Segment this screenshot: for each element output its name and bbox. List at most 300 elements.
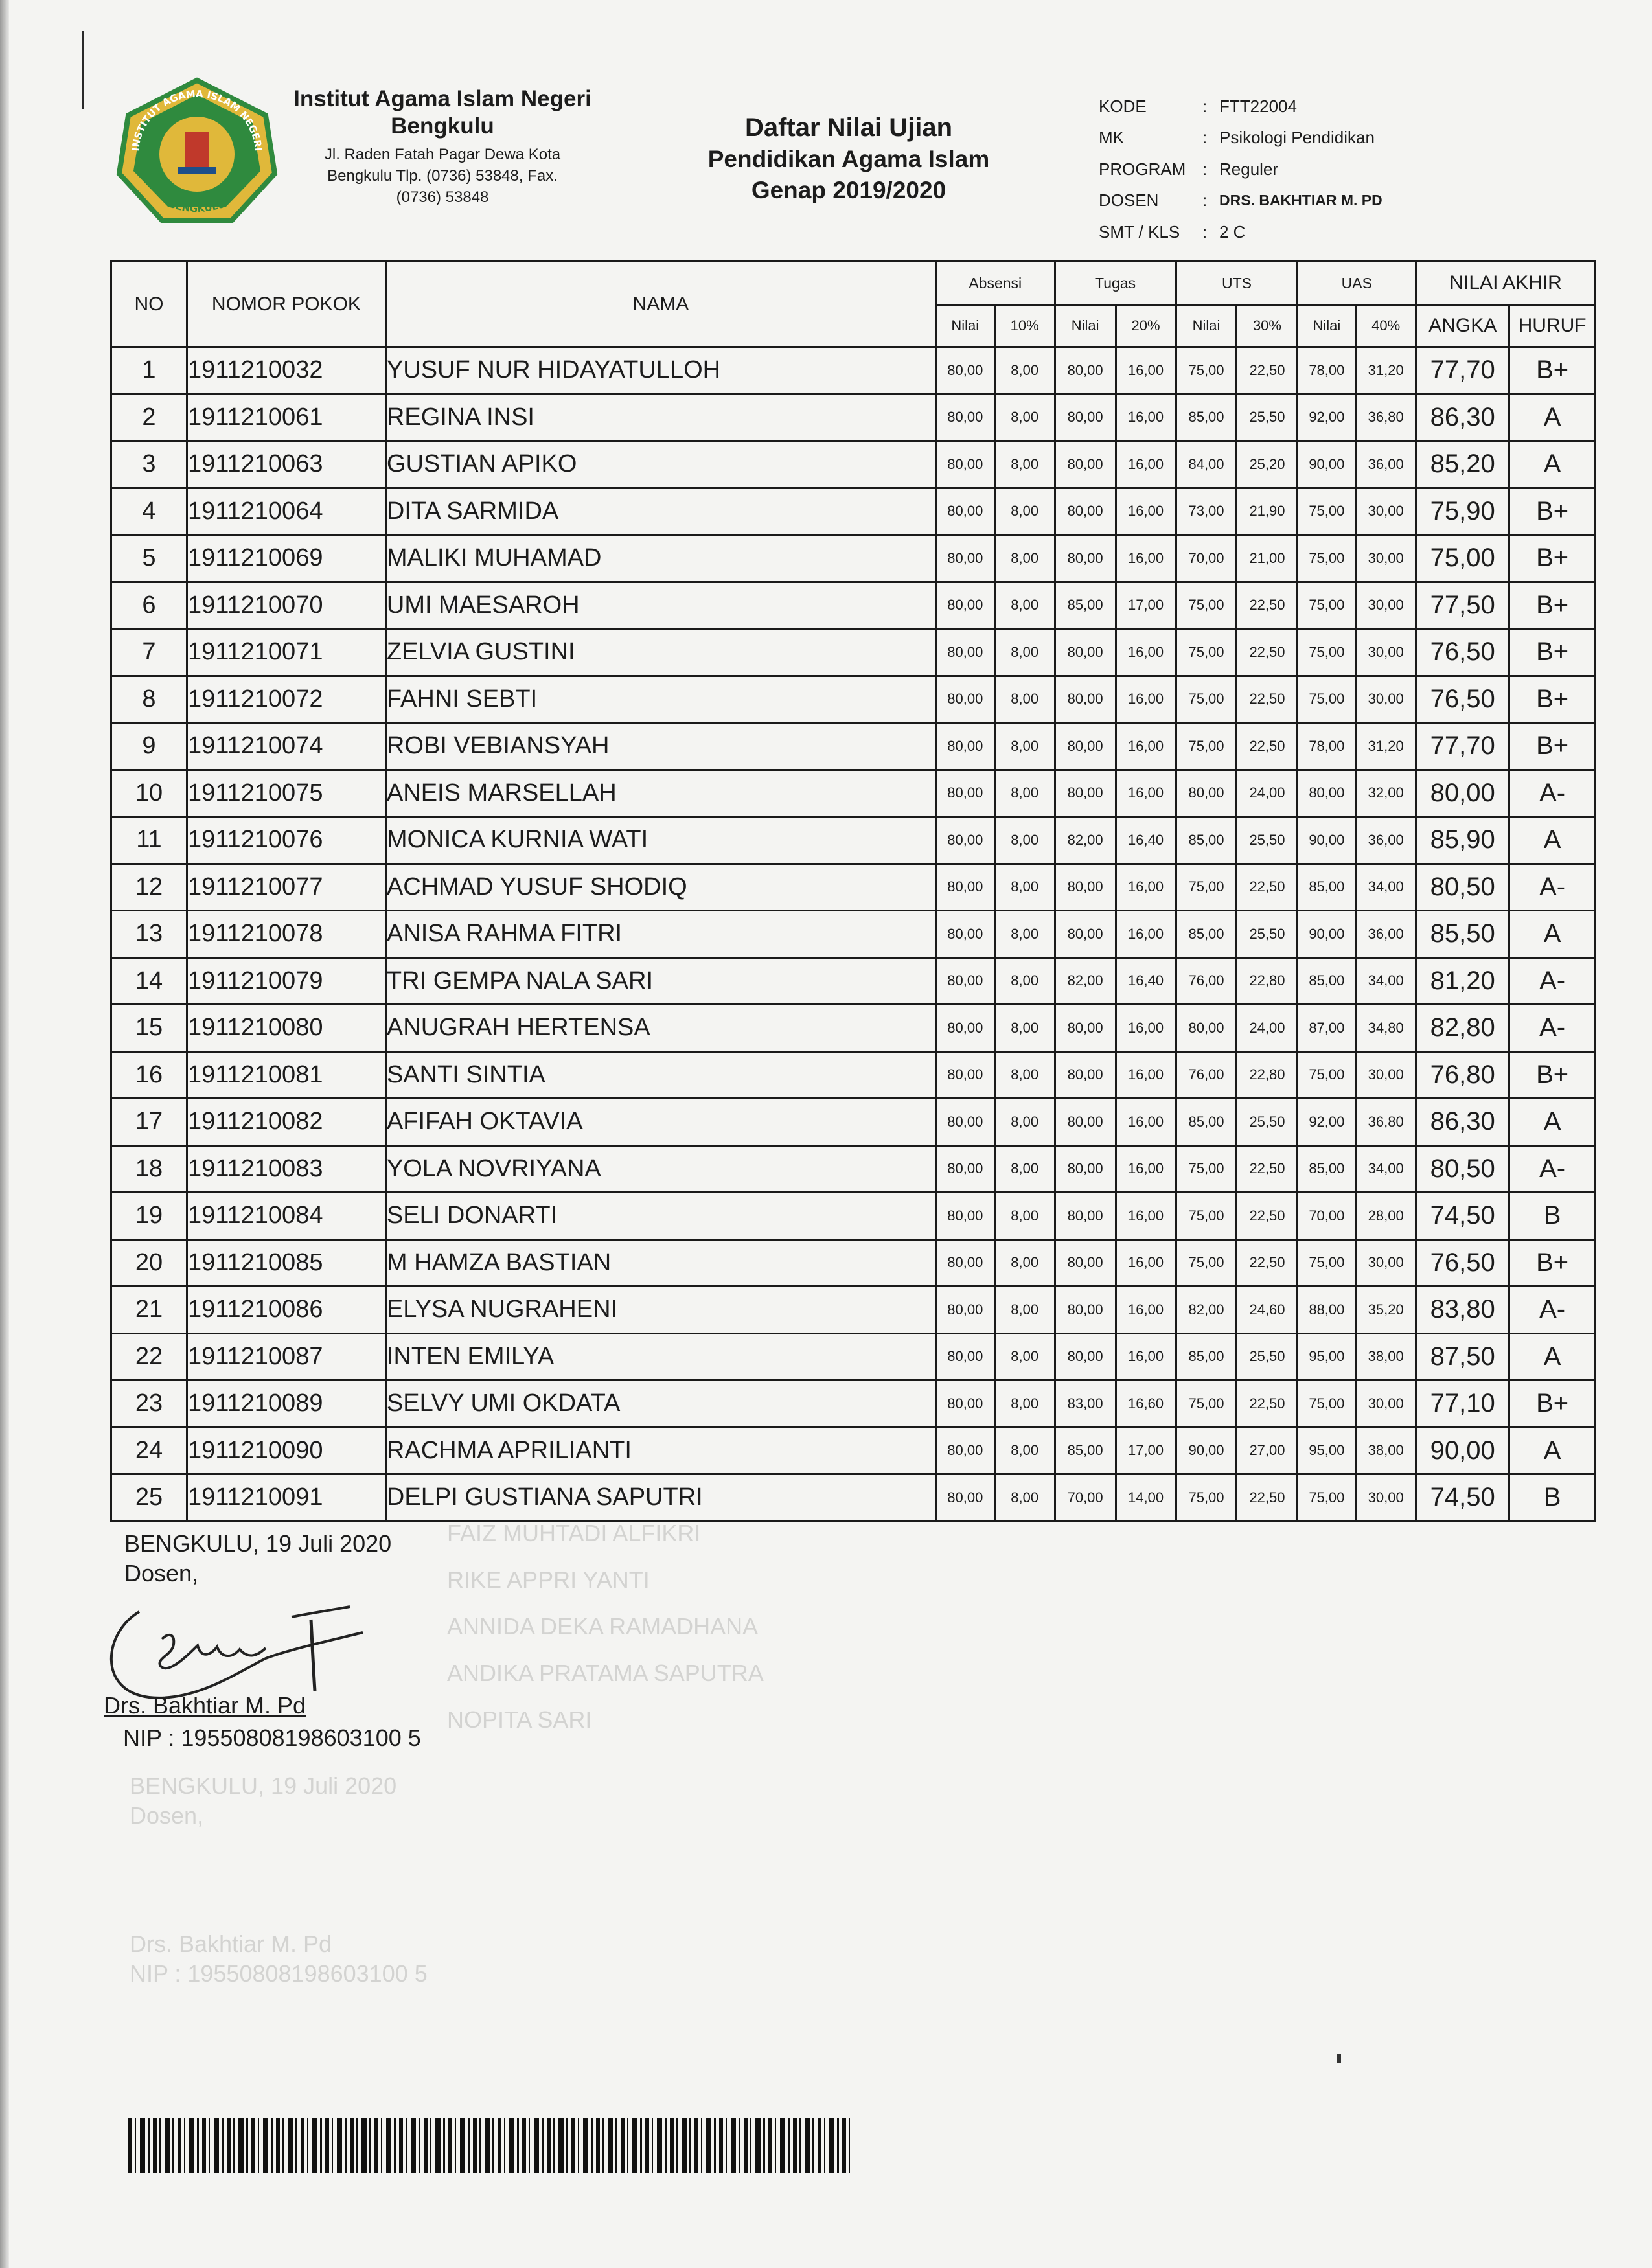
cell-uts-nilai: 75,00	[1176, 864, 1237, 911]
header-angka: ANGKA	[1416, 305, 1509, 347]
cell-nama: ANISA RAHMA FITRI	[385, 911, 935, 958]
ghost-name-5: NOPITA SARI	[447, 1706, 592, 1733]
cell-absensi-10pct: 8,00	[994, 770, 1055, 817]
cell-uts-30pct: 22,50	[1237, 864, 1298, 911]
cell-absensi-nilai: 80,00	[935, 1193, 994, 1240]
cell-absensi-10pct: 8,00	[994, 582, 1055, 629]
cell-no: 14	[111, 957, 187, 1005]
cell-angka: 77,50	[1416, 582, 1509, 629]
cell-angka: 74,50	[1416, 1474, 1509, 1522]
cell-tugas-20pct: 16,00	[1116, 1239, 1176, 1287]
cell-nama: SELI DONARTI	[385, 1193, 935, 1240]
cell-tugas-nilai: 80,00	[1055, 1005, 1116, 1052]
header-absensi-pct: 10%	[994, 305, 1055, 347]
cell-absensi-nilai: 80,00	[935, 347, 994, 395]
cell-uts-30pct: 22,50	[1237, 347, 1298, 395]
cell-huruf: A	[1509, 1099, 1596, 1146]
cell-no: 23	[111, 1380, 187, 1428]
cell-huruf: A-	[1509, 1145, 1596, 1193]
table-row	[111, 1239, 1596, 1287]
ghost-name-4: ANDIKA PRATAMA SAPUTRA	[447, 1660, 764, 1686]
cell-tugas-nilai: 80,00	[1055, 1099, 1116, 1146]
cell-absensi-10pct: 8,00	[994, 957, 1055, 1005]
table-row	[111, 1051, 1596, 1099]
cell-angka: 81,20	[1416, 957, 1509, 1005]
table-row	[111, 582, 1596, 629]
header-tugas: Tugas	[1055, 262, 1176, 305]
cell-angka: 76,50	[1416, 1239, 1509, 1287]
cell-angka: 80,00	[1416, 770, 1509, 817]
cell-absensi-10pct: 8,00	[994, 1193, 1055, 1240]
cell-uas-nilai: 90,00	[1298, 817, 1356, 864]
cell-angka: 86,30	[1416, 1099, 1509, 1146]
cell-nomor-pokok: 1911210082	[187, 1099, 385, 1146]
cell-uts-30pct: 22,50	[1237, 676, 1298, 723]
barcode	[128, 2118, 854, 2173]
cell-tugas-nilai: 80,00	[1055, 394, 1116, 441]
cell-uas-40pct: 30,00	[1356, 488, 1416, 535]
cell-tugas-20pct: 16,00	[1116, 1287, 1176, 1334]
cell-no: 6	[111, 582, 187, 629]
cell-absensi-10pct: 8,00	[994, 1474, 1055, 1522]
cell-uas-40pct: 30,00	[1356, 676, 1416, 723]
cell-tugas-nilai: 80,00	[1055, 770, 1116, 817]
cell-tugas-20pct: 16,00	[1116, 347, 1176, 395]
cell-uts-nilai: 73,00	[1176, 488, 1237, 535]
cell-uts-nilai: 75,00	[1176, 582, 1237, 629]
cell-tugas-20pct: 16,00	[1116, 1099, 1176, 1146]
cell-huruf: A	[1509, 911, 1596, 958]
cell-tugas-20pct: 14,00	[1116, 1474, 1176, 1522]
cell-uas-nilai: 92,00	[1298, 1099, 1356, 1146]
cell-angka: 87,50	[1416, 1333, 1509, 1380]
info-row-kode: KODE : FTT22004	[1099, 96, 1297, 116]
cell-uts-nilai: 75,00	[1176, 1380, 1237, 1428]
cell-huruf: B+	[1509, 676, 1596, 723]
cell-nama: DELPI GUSTIANA SAPUTRI	[385, 1474, 935, 1522]
cell-uts-nilai: 85,00	[1176, 817, 1237, 864]
cell-nama: SANTI SINTIA	[385, 1051, 935, 1099]
cell-absensi-nilai: 80,00	[935, 582, 994, 629]
cell-tugas-20pct: 16,00	[1116, 441, 1176, 488]
cell-tugas-nilai: 80,00	[1055, 1287, 1116, 1334]
table-row	[111, 1380, 1596, 1428]
cell-uas-nilai: 85,00	[1298, 864, 1356, 911]
cell-no: 5	[111, 535, 187, 582]
cell-huruf: A-	[1509, 864, 1596, 911]
cell-uts-30pct: 21,00	[1237, 535, 1298, 582]
cell-tugas-nilai: 80,00	[1055, 1145, 1116, 1193]
cell-uas-nilai: 90,00	[1298, 441, 1356, 488]
cell-nama: YUSUF NUR HIDAYATULLOH	[385, 347, 935, 395]
grades-table	[110, 260, 1596, 1522]
cell-angka: 83,80	[1416, 1287, 1509, 1334]
cell-nama: ZELVIA GUSTINI	[385, 629, 935, 676]
cell-huruf: A	[1509, 817, 1596, 864]
cell-uts-30pct: 21,90	[1237, 488, 1298, 535]
cell-uas-40pct: 31,20	[1356, 347, 1416, 395]
table-row	[111, 394, 1596, 441]
cell-angka: 74,50	[1416, 1193, 1509, 1240]
cell-angka: 80,50	[1416, 1145, 1509, 1193]
cell-tugas-nilai: 80,00	[1055, 864, 1116, 911]
lecturer-role: Dosen,	[124, 1560, 199, 1586]
cell-absensi-nilai: 80,00	[935, 488, 994, 535]
signature-block	[124, 1529, 391, 1588]
cell-nomor-pokok: 1911210061	[187, 394, 385, 441]
cell-uas-nilai: 90,00	[1298, 911, 1356, 958]
cell-nomor-pokok: 1911210087	[187, 1333, 385, 1380]
cell-nama: DITA SARMIDA	[385, 488, 935, 535]
cell-uts-nilai: 82,00	[1176, 1287, 1237, 1334]
info-row-smt-kls: SMT / KLS : 2 C	[1099, 222, 1246, 242]
cell-uts-30pct: 25,50	[1237, 911, 1298, 958]
table-row	[111, 957, 1596, 1005]
cell-uas-nilai: 75,00	[1298, 629, 1356, 676]
cell-uts-nilai: 75,00	[1176, 1474, 1237, 1522]
cell-tugas-20pct: 16,00	[1116, 723, 1176, 770]
cell-absensi-nilai: 80,00	[935, 535, 994, 582]
cell-angka: 85,20	[1416, 441, 1509, 488]
cell-nomor-pokok: 1911210079	[187, 957, 385, 1005]
cell-absensi-10pct: 8,00	[994, 911, 1055, 958]
cell-absensi-nilai: 80,00	[935, 1380, 994, 1428]
margin-mark	[82, 31, 84, 109]
cell-nomor-pokok: 1911210078	[187, 911, 385, 958]
cell-uas-40pct: 36,80	[1356, 1099, 1416, 1146]
table-row	[111, 770, 1596, 817]
cell-absensi-10pct: 8,00	[994, 1333, 1055, 1380]
cell-absensi-10pct: 8,00	[994, 1051, 1055, 1099]
cell-no: 4	[111, 488, 187, 535]
cell-uts-nilai: 75,00	[1176, 1239, 1237, 1287]
cell-absensi-nilai: 80,00	[935, 1287, 994, 1334]
cell-uas-nilai: 75,00	[1298, 676, 1356, 723]
cell-absensi-10pct: 8,00	[994, 629, 1055, 676]
cell-absensi-nilai: 80,00	[935, 1427, 994, 1474]
cell-uas-nilai: 85,00	[1298, 1145, 1356, 1193]
cell-absensi-10pct: 8,00	[994, 441, 1055, 488]
table-row	[111, 1427, 1596, 1474]
institution-header	[284, 86, 601, 208]
cell-absensi-nilai: 80,00	[935, 1239, 994, 1287]
cell-tugas-20pct: 16,00	[1116, 676, 1176, 723]
table-row	[111, 1193, 1596, 1240]
info-row-mk: MK : Psikologi Pendidikan	[1099, 128, 1375, 148]
cell-uts-30pct: 22,50	[1237, 1380, 1298, 1428]
cell-tugas-20pct: 16,00	[1116, 864, 1176, 911]
cell-nama: ACHMAD YUSUF SHODIQ	[385, 864, 935, 911]
cell-no: 9	[111, 723, 187, 770]
cell-nama: REGINA INSI	[385, 394, 935, 441]
cell-angka: 77,10	[1416, 1380, 1509, 1428]
institution-city: Bengkulu	[391, 113, 494, 139]
document-title	[667, 111, 1030, 206]
cell-uas-40pct: 34,00	[1356, 864, 1416, 911]
cell-nama: FAHNI SEBTI	[385, 676, 935, 723]
cell-nama: ROBI VEBIANSYAH	[385, 723, 935, 770]
cell-angka: 76,50	[1416, 676, 1509, 723]
cell-absensi-10pct: 8,00	[994, 1427, 1055, 1474]
cell-absensi-10pct: 8,00	[994, 1239, 1055, 1287]
cell-nama: GUSTIAN APIKO	[385, 441, 935, 488]
header-huruf: HURUF	[1509, 305, 1596, 347]
cell-uas-nilai: 88,00	[1298, 1287, 1356, 1334]
header-nomor-pokok: NOMOR POKOK	[187, 262, 385, 347]
cell-uas-nilai: 75,00	[1298, 488, 1356, 535]
cell-no: 17	[111, 1099, 187, 1146]
ghost-nip: NIP : 19550808198603100 5	[130, 1960, 428, 1987]
cell-absensi-10pct: 8,00	[994, 1005, 1055, 1052]
cell-uts-nilai: 75,00	[1176, 676, 1237, 723]
scan-edge	[0, 0, 9, 2268]
cell-no: 13	[111, 911, 187, 958]
cell-huruf: A	[1509, 441, 1596, 488]
cell-uts-30pct: 22,50	[1237, 629, 1298, 676]
table-row	[111, 864, 1596, 911]
cell-uas-nilai: 75,00	[1298, 1380, 1356, 1428]
address-line-3: (0736) 53848	[396, 189, 489, 206]
cell-uas-40pct: 38,00	[1356, 1333, 1416, 1380]
cell-tugas-nilai: 80,00	[1055, 676, 1116, 723]
cell-uts-30pct: 27,00	[1237, 1427, 1298, 1474]
cell-nomor-pokok: 1911210069	[187, 535, 385, 582]
cell-angka: 86,30	[1416, 394, 1509, 441]
cell-uas-40pct: 30,00	[1356, 629, 1416, 676]
cell-nama: SELVY UMI OKDATA	[385, 1380, 935, 1428]
cell-huruf: B+	[1509, 629, 1596, 676]
cell-uts-nilai: 85,00	[1176, 394, 1237, 441]
cell-angka: 75,00	[1416, 535, 1509, 582]
cell-no: 22	[111, 1333, 187, 1380]
cell-huruf: A	[1509, 1427, 1596, 1474]
cell-no: 1	[111, 347, 187, 395]
cell-uas-nilai: 80,00	[1298, 770, 1356, 817]
cell-absensi-10pct: 8,00	[994, 864, 1055, 911]
cell-uts-nilai: 75,00	[1176, 1145, 1237, 1193]
cell-huruf: B+	[1509, 1239, 1596, 1287]
cell-tugas-nilai: 82,00	[1055, 957, 1116, 1005]
cell-uts-30pct: 25,50	[1237, 394, 1298, 441]
cell-huruf: B+	[1509, 1051, 1596, 1099]
cell-huruf: B+	[1509, 723, 1596, 770]
cell-uas-nilai: 78,00	[1298, 347, 1356, 395]
cell-angka: 90,00	[1416, 1427, 1509, 1474]
cell-no: 2	[111, 394, 187, 441]
logo-text-top: INSTITUT AGAMA ISLAM NEGERI	[130, 87, 264, 152]
cell-nama: ANEIS MARSELLAH	[385, 770, 935, 817]
header-uts-pct: 30%	[1237, 305, 1298, 347]
cell-angka: 76,80	[1416, 1051, 1509, 1099]
cell-uts-30pct: 22,50	[1237, 1474, 1298, 1522]
cell-huruf: B+	[1509, 1380, 1596, 1428]
cell-nama: MONICA KURNIA WATI	[385, 817, 935, 864]
cell-huruf: B	[1509, 1193, 1596, 1240]
cell-absensi-nilai: 80,00	[935, 1145, 994, 1193]
cell-nama: INTEN EMILYA	[385, 1333, 935, 1380]
header-tugas-pct: 20%	[1116, 305, 1176, 347]
cell-absensi-nilai: 80,00	[935, 1099, 994, 1146]
cell-uas-nilai: 75,00	[1298, 1474, 1356, 1522]
cell-uas-40pct: 36,80	[1356, 394, 1416, 441]
cell-uas-nilai: 95,00	[1298, 1427, 1356, 1474]
cell-no: 12	[111, 864, 187, 911]
cell-uas-40pct: 34,00	[1356, 957, 1416, 1005]
cell-nama: ELYSA NUGRAHENI	[385, 1287, 935, 1334]
cell-nama: MALIKI MUHAMAD	[385, 535, 935, 582]
cell-tugas-20pct: 16,00	[1116, 1145, 1176, 1193]
cell-uas-40pct: 30,00	[1356, 1380, 1416, 1428]
cell-huruf: B+	[1509, 535, 1596, 582]
cell-huruf: A-	[1509, 1287, 1596, 1334]
cell-absensi-nilai: 80,00	[935, 1333, 994, 1380]
cell-nomor-pokok: 1911210091	[187, 1474, 385, 1522]
institution-logo	[115, 76, 279, 227]
institution-name: Institut Agama Islam Negeri	[293, 86, 591, 111]
cell-no: 8	[111, 676, 187, 723]
cell-uas-nilai: 87,00	[1298, 1005, 1356, 1052]
cell-nama: ANUGRAH HERTENSA	[385, 1005, 935, 1052]
cell-tugas-nilai: 85,00	[1055, 1427, 1116, 1474]
lecturer-name: Drs. Bakhtiar M. Pd	[104, 1692, 306, 1719]
header-uts-nilai: Nilai	[1176, 305, 1237, 347]
ghost-role: Dosen,	[130, 1802, 204, 1829]
cell-no: 24	[111, 1427, 187, 1474]
cell-tugas-20pct: 17,00	[1116, 582, 1176, 629]
cell-uts-nilai: 85,00	[1176, 911, 1237, 958]
header-nilai-akhir: NILAI AKHIR	[1416, 262, 1596, 305]
cell-tugas-nilai: 80,00	[1055, 347, 1116, 395]
cell-uts-nilai: 75,00	[1176, 347, 1237, 395]
cell-uts-nilai: 84,00	[1176, 441, 1237, 488]
cell-nomor-pokok: 1911210081	[187, 1051, 385, 1099]
cell-absensi-nilai: 80,00	[935, 1005, 994, 1052]
cell-absensi-nilai: 80,00	[935, 441, 994, 488]
cell-huruf: A-	[1509, 957, 1596, 1005]
cell-uas-40pct: 30,00	[1356, 1051, 1416, 1099]
cell-uas-nilai: 75,00	[1298, 1239, 1356, 1287]
cell-angka: 85,50	[1416, 911, 1509, 958]
ghost-name-3: ANNIDA DEKA RAMADHANA	[447, 1613, 759, 1640]
cell-uts-30pct: 22,80	[1237, 957, 1298, 1005]
cell-uts-nilai: 80,00	[1176, 770, 1237, 817]
cell-absensi-10pct: 8,00	[994, 817, 1055, 864]
cell-nomor-pokok: 1911210080	[187, 1005, 385, 1052]
cell-nomor-pokok: 1911210086	[187, 1287, 385, 1334]
header-absensi-nilai: Nilai	[935, 305, 994, 347]
cell-nomor-pokok: 1911210064	[187, 488, 385, 535]
cell-uts-nilai: 90,00	[1176, 1427, 1237, 1474]
cell-absensi-nilai: 80,00	[935, 817, 994, 864]
cell-absensi-nilai: 80,00	[935, 864, 994, 911]
cell-no: 7	[111, 629, 187, 676]
cell-nomor-pokok: 1911210085	[187, 1239, 385, 1287]
cell-no: 11	[111, 817, 187, 864]
cell-nomor-pokok: 1911210077	[187, 864, 385, 911]
table-row	[111, 1287, 1596, 1334]
cell-uts-30pct: 25,20	[1237, 441, 1298, 488]
cell-no: 3	[111, 441, 187, 488]
cell-uts-30pct: 25,50	[1237, 817, 1298, 864]
cell-uts-30pct: 22,50	[1237, 1239, 1298, 1287]
address-line-2: Bengkulu Tlp. (0736) 53848, Fax.	[327, 167, 558, 185]
table-row	[111, 441, 1596, 488]
cell-uas-nilai: 70,00	[1298, 1193, 1356, 1240]
cell-uas-nilai: 78,00	[1298, 723, 1356, 770]
cell-uts-nilai: 76,00	[1176, 957, 1237, 1005]
cell-no: 15	[111, 1005, 187, 1052]
speck	[1337, 2054, 1341, 2063]
cell-angka: 82,80	[1416, 1005, 1509, 1052]
cell-absensi-nilai: 80,00	[935, 911, 994, 958]
cell-uas-nilai: 95,00	[1298, 1333, 1356, 1380]
cell-huruf: A	[1509, 394, 1596, 441]
info-row-dosen: DOSEN : DRS. BAKHTIAR M. PD	[1099, 190, 1382, 211]
cell-uts-30pct: 22,50	[1237, 1193, 1298, 1240]
cell-tugas-20pct: 16,00	[1116, 770, 1176, 817]
cell-tugas-nilai: 80,00	[1055, 441, 1116, 488]
cell-uts-30pct: 25,50	[1237, 1099, 1298, 1146]
cell-tugas-20pct: 17,00	[1116, 1427, 1176, 1474]
cell-absensi-10pct: 8,00	[994, 1099, 1055, 1146]
cell-tugas-nilai: 80,00	[1055, 1193, 1116, 1240]
cell-no: 16	[111, 1051, 187, 1099]
cell-absensi-nilai: 80,00	[935, 676, 994, 723]
cell-uts-nilai: 75,00	[1176, 629, 1237, 676]
lecturer-nip: NIP : 19550808198603100 5	[123, 1724, 421, 1751]
cell-nomor-pokok: 1911210071	[187, 629, 385, 676]
cell-nama: TRI GEMPA NALA SARI	[385, 957, 935, 1005]
cell-uts-30pct: 22,50	[1237, 723, 1298, 770]
address-line-1: Jl. Raden Fatah Pagar Dewa Kota	[324, 146, 561, 163]
ghost-name-1: FAIZ MUHTADI ALFIKRI	[447, 1520, 701, 1546]
cell-tugas-nilai: 82,00	[1055, 817, 1116, 864]
cell-uts-30pct: 24,60	[1237, 1287, 1298, 1334]
cell-angka: 77,70	[1416, 347, 1509, 395]
table-row	[111, 723, 1596, 770]
cell-uas-40pct: 30,00	[1356, 582, 1416, 629]
table-row	[111, 347, 1596, 395]
cell-huruf: B+	[1509, 488, 1596, 535]
ghost-name-2: RIKE APPRI YANTI	[447, 1566, 650, 1593]
cell-tugas-nilai: 83,00	[1055, 1380, 1116, 1428]
header-uas-nilai: Nilai	[1298, 305, 1356, 347]
header-uts: UTS	[1176, 262, 1298, 305]
cell-angka: 76,50	[1416, 629, 1509, 676]
cell-absensi-nilai: 80,00	[935, 957, 994, 1005]
grade-rows	[111, 347, 1596, 1522]
cell-tugas-20pct: 16,00	[1116, 1193, 1176, 1240]
cell-nomor-pokok: 1911210084	[187, 1193, 385, 1240]
cell-tugas-20pct: 16,40	[1116, 817, 1176, 864]
cell-uas-nilai: 75,00	[1298, 1051, 1356, 1099]
cell-absensi-10pct: 8,00	[994, 676, 1055, 723]
cell-tugas-20pct: 16,00	[1116, 488, 1176, 535]
table-row	[111, 817, 1596, 864]
cell-no: 20	[111, 1239, 187, 1287]
table-row	[111, 1474, 1596, 1522]
cell-no: 18	[111, 1145, 187, 1193]
cell-uts-nilai: 70,00	[1176, 535, 1237, 582]
cell-uas-nilai: 92,00	[1298, 394, 1356, 441]
cell-tugas-nilai: 80,00	[1055, 1333, 1116, 1380]
cell-tugas-nilai: 70,00	[1055, 1474, 1116, 1522]
cell-nomor-pokok: 1911210070	[187, 582, 385, 629]
cell-no: 25	[111, 1474, 187, 1522]
cell-tugas-20pct: 16,00	[1116, 1333, 1176, 1380]
cell-angka: 75,90	[1416, 488, 1509, 535]
cell-tugas-20pct: 16,00	[1116, 394, 1176, 441]
